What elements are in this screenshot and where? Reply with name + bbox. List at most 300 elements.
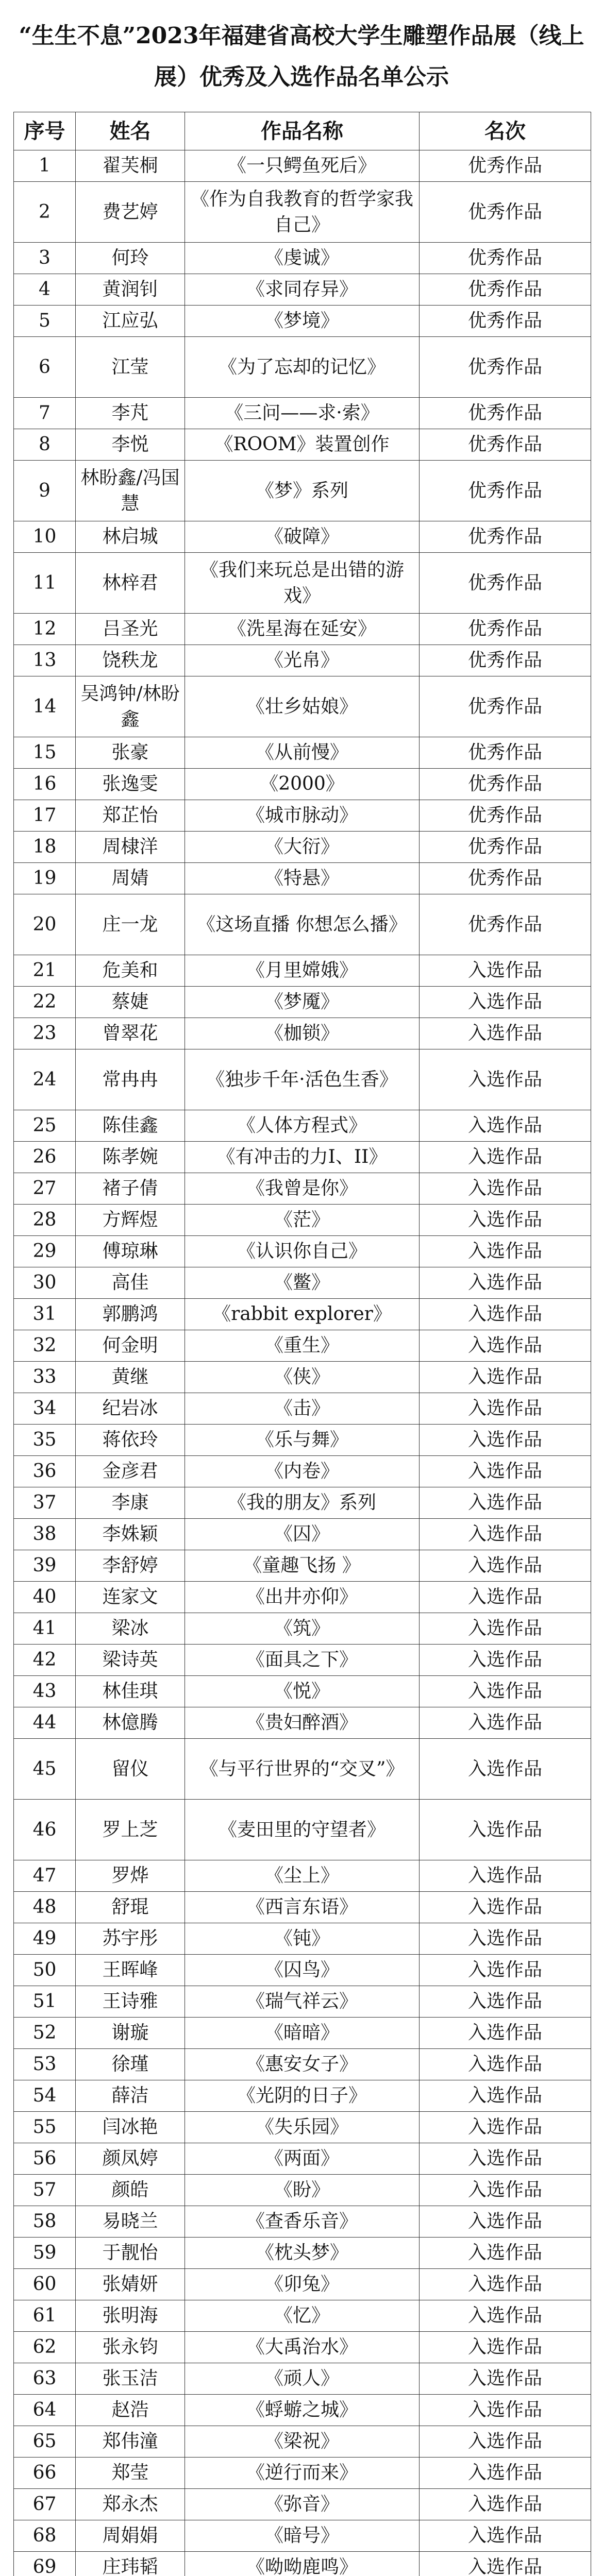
row-work-title: 《暗暗》 — [185, 2018, 420, 2049]
table-row — [14, 1707, 591, 1739]
row-index: 39 — [14, 1550, 76, 1582]
row-work-title: 《囚鸟》 — [185, 1955, 420, 1986]
row-rank: 入选作品 — [420, 1645, 591, 1676]
document-title: “生生不息”2023年福建省高校大学生雕塑作品展（线上展）优秀及入选作品名单公示 — [19, 23, 584, 90]
row-index: 24 — [14, 1049, 76, 1110]
row-name: 曾翠花 — [76, 1018, 185, 1049]
row-rank: 入选作品 — [420, 1860, 591, 1892]
table-row — [14, 1519, 591, 1550]
row-name: 黄润钊 — [76, 274, 185, 306]
row-name: 翟芙桐 — [76, 150, 185, 182]
row-name: 林启城 — [76, 521, 185, 553]
row-index: 65 — [14, 2426, 76, 2458]
row-index: 25 — [14, 1110, 76, 1142]
row-name: 舒琨 — [76, 1892, 185, 1923]
row-name: 费艺婷 — [76, 182, 185, 243]
row-work-title: 《盼》 — [185, 2175, 420, 2206]
row-rank: 入选作品 — [420, 1110, 591, 1142]
row-name: 闫冰艳 — [76, 2112, 185, 2143]
row-name: 傅琼琳 — [76, 1236, 185, 1267]
row-rank: 入选作品 — [420, 987, 591, 1018]
row-index: 38 — [14, 1519, 76, 1550]
row-name: 何金明 — [76, 1330, 185, 1362]
row-work-title: 《虔诚》 — [185, 243, 420, 274]
row-name: 蔡婕 — [76, 987, 185, 1018]
row-index: 11 — [14, 553, 76, 614]
table-row — [14, 1299, 591, 1330]
row-name: 李悦 — [76, 429, 185, 461]
row-rank: 入选作品 — [420, 1142, 591, 1173]
row-index: 63 — [14, 2363, 76, 2395]
row-work-title: 《梦魇》 — [185, 987, 420, 1018]
row-rank: 入选作品 — [420, 1299, 591, 1330]
table-row — [14, 2018, 591, 2049]
table-row — [14, 894, 591, 955]
row-work-title: 《洗星海在延安》 — [185, 614, 420, 645]
row-index: 62 — [14, 2332, 76, 2363]
row-work-title: 《卯兔》 — [185, 2269, 420, 2300]
row-index: 2 — [14, 182, 76, 243]
row-work-title: 《击》 — [185, 1393, 420, 1425]
row-rank: 入选作品 — [420, 2175, 591, 2206]
row-work-title: 《壮乡姑娘》 — [185, 676, 420, 737]
row-rank: 入选作品 — [420, 1018, 591, 1049]
row-name: 李康 — [76, 1487, 185, 1519]
row-work-title: 《失乐园》 — [185, 2112, 420, 2143]
row-rank: 优秀作品 — [420, 306, 591, 337]
row-rank: 优秀作品 — [420, 863, 591, 894]
row-work-title: 《大禹治水》 — [185, 2332, 420, 2363]
row-rank: 入选作品 — [420, 1676, 591, 1707]
table-row — [14, 553, 591, 614]
row-work-title: 《乐与舞》 — [185, 1425, 420, 1456]
row-work-title: 《囚》 — [185, 1519, 420, 1550]
row-index: 13 — [14, 645, 76, 676]
row-work-title: 《两面》 — [185, 2143, 420, 2175]
row-work-title: 《呦呦鹿鸣》 — [185, 2552, 420, 2576]
table-row — [14, 1645, 591, 1676]
table-row — [14, 1550, 591, 1582]
row-rank: 优秀作品 — [420, 337, 591, 398]
row-rank: 优秀作品 — [420, 800, 591, 832]
row-rank: 优秀作品 — [420, 521, 591, 553]
row-name: 王诗雅 — [76, 1986, 185, 2018]
row-index: 12 — [14, 614, 76, 645]
row-work-title: 《暗号》 — [185, 2520, 420, 2552]
row-name: 梁冰 — [76, 1613, 185, 1645]
table-row — [14, 2520, 591, 2552]
table-row — [14, 863, 591, 894]
row-index: 59 — [14, 2238, 76, 2269]
row-rank: 优秀作品 — [420, 614, 591, 645]
row-rank: 入选作品 — [420, 2018, 591, 2049]
row-rank: 优秀作品 — [420, 645, 591, 676]
row-work-title: 《顽人》 — [185, 2363, 420, 2395]
row-work-title: 《钝》 — [185, 1923, 420, 1955]
row-index: 45 — [14, 1739, 76, 1800]
row-work-title: 《面具之下》 — [185, 1645, 420, 1676]
row-index: 5 — [14, 306, 76, 337]
row-name: 褚子倩 — [76, 1173, 185, 1205]
row-index: 14 — [14, 676, 76, 737]
row-name: 常冉冉 — [76, 1049, 185, 1110]
row-name: 江莹 — [76, 337, 185, 398]
row-rank: 入选作品 — [420, 2458, 591, 2489]
row-work-title: 《2000》 — [185, 769, 420, 800]
row-rank: 优秀作品 — [420, 894, 591, 955]
row-work-title: 《瑞气祥云》 — [185, 1986, 420, 2018]
row-work-title: 《破障》 — [185, 521, 420, 553]
table-row — [14, 769, 591, 800]
row-work-title: 《光阴的日子》 — [185, 2080, 420, 2112]
table-row — [14, 1923, 591, 1955]
table-row — [14, 1049, 591, 1110]
row-rank: 优秀作品 — [420, 398, 591, 429]
row-work-title: 《独步千年·活色生香》 — [185, 1049, 420, 1110]
row-rank: 优秀作品 — [420, 676, 591, 737]
table-row — [14, 1739, 591, 1800]
row-work-title: 《这场直播 你想怎么播》 — [185, 894, 420, 955]
row-name: 赵浩 — [76, 2395, 185, 2426]
table-row — [14, 1800, 591, 1860]
row-index: 43 — [14, 1676, 76, 1707]
row-name: 易晓兰 — [76, 2206, 185, 2238]
row-index: 6 — [14, 337, 76, 398]
row-rank: 优秀作品 — [420, 150, 591, 182]
row-index: 4 — [14, 274, 76, 306]
row-index: 35 — [14, 1425, 76, 1456]
row-name: 周棣洋 — [76, 832, 185, 863]
row-work-title: 《忆》 — [185, 2300, 420, 2332]
row-name: 苏宇彤 — [76, 1923, 185, 1955]
row-index: 56 — [14, 2143, 76, 2175]
row-rank: 入选作品 — [420, 2395, 591, 2426]
row-name: 周娟娟 — [76, 2520, 185, 2552]
row-rank: 入选作品 — [420, 1267, 591, 1299]
row-index: 8 — [14, 429, 76, 461]
table-row — [14, 1487, 591, 1519]
row-index: 1 — [14, 150, 76, 182]
row-index: 29 — [14, 1236, 76, 1267]
row-index: 15 — [14, 737, 76, 769]
row-rank: 入选作品 — [420, 2363, 591, 2395]
table-row — [14, 2112, 591, 2143]
row-rank: 入选作品 — [420, 1800, 591, 1860]
row-name: 江应弘 — [76, 306, 185, 337]
row-index: 7 — [14, 398, 76, 429]
row-name: 罗上芝 — [76, 1800, 185, 1860]
row-work-title: 《从前慢》 — [185, 737, 420, 769]
row-work-title: 《一只鳄鱼死后》 — [185, 150, 420, 182]
table-row — [14, 2332, 591, 2363]
table-row — [14, 645, 591, 676]
row-work-title: 《出井亦仰》 — [185, 1582, 420, 1613]
table-row — [14, 1267, 591, 1299]
row-name: 陈佳鑫 — [76, 1110, 185, 1142]
row-rank: 入选作品 — [420, 1739, 591, 1800]
header-index: 序号 — [14, 112, 76, 150]
row-work-title: 《枷锁》 — [185, 1018, 420, 1049]
row-index: 60 — [14, 2269, 76, 2300]
table-row — [14, 306, 591, 337]
row-work-title: 《大衍》 — [185, 832, 420, 863]
row-index: 36 — [14, 1456, 76, 1487]
table-row — [14, 955, 591, 987]
row-name: 吕圣光 — [76, 614, 185, 645]
row-index: 49 — [14, 1923, 76, 1955]
row-work-title: 《月里嫦娥》 — [185, 955, 420, 987]
row-rank: 入选作品 — [420, 1955, 591, 1986]
table-row — [14, 1582, 591, 1613]
row-name: 林盼鑫/冯国慧 — [76, 461, 185, 521]
row-name: 颜皓 — [76, 2175, 185, 2206]
row-rank: 入选作品 — [420, 2049, 591, 2080]
row-work-title: 《贵妇醉酒》 — [185, 1707, 420, 1739]
row-index: 23 — [14, 1018, 76, 1049]
row-rank: 入选作品 — [420, 2143, 591, 2175]
table-row — [14, 1393, 591, 1425]
row-rank: 入选作品 — [420, 1487, 591, 1519]
row-rank: 入选作品 — [420, 1393, 591, 1425]
row-work-title: 《弥音》 — [185, 2489, 420, 2520]
table-row — [14, 429, 591, 461]
table-row — [14, 2363, 591, 2395]
row-name: 纪岩冰 — [76, 1393, 185, 1425]
row-rank: 优秀作品 — [420, 769, 591, 800]
row-name: 林佳琪 — [76, 1676, 185, 1707]
row-index: 50 — [14, 1955, 76, 1986]
table-row — [14, 1362, 591, 1393]
row-index: 53 — [14, 2049, 76, 2080]
row-name: 李姝颖 — [76, 1519, 185, 1550]
row-index: 18 — [14, 832, 76, 863]
table-row — [14, 2175, 591, 2206]
row-rank: 入选作品 — [420, 2206, 591, 2238]
row-index: 66 — [14, 2458, 76, 2489]
row-index: 37 — [14, 1487, 76, 1519]
row-work-title: 《光帛》 — [185, 645, 420, 676]
row-name: 徐瑾 — [76, 2049, 185, 2080]
row-rank: 优秀作品 — [420, 429, 591, 461]
row-work-title: 《逆行而来》 — [185, 2458, 420, 2489]
row-index: 69 — [14, 2552, 76, 2576]
row-work-title: 《童趣飞扬 》 — [185, 1550, 420, 1582]
row-index: 9 — [14, 461, 76, 521]
row-rank: 优秀作品 — [420, 182, 591, 243]
row-work-title: 《作为自我教育的哲学家我自己》 — [185, 182, 420, 243]
row-index: 34 — [14, 1393, 76, 1425]
table-row — [14, 1892, 591, 1923]
row-name: 李舒婷 — [76, 1550, 185, 1582]
row-name: 谢璇 — [76, 2018, 185, 2049]
row-work-title: 《重生》 — [185, 1330, 420, 1362]
row-work-title: 《查香乐音》 — [185, 2206, 420, 2238]
table-row — [14, 274, 591, 306]
row-work-title: 《侠》 — [185, 1362, 420, 1393]
row-rank: 入选作品 — [420, 1049, 591, 1110]
row-work-title: 《悦》 — [185, 1676, 420, 1707]
row-name: 郭鹏鸿 — [76, 1299, 185, 1330]
row-index: 42 — [14, 1645, 76, 1676]
table-row — [14, 150, 591, 182]
row-work-title: 《我曾是你》 — [185, 1173, 420, 1205]
row-name: 郑永杰 — [76, 2489, 185, 2520]
row-index: 67 — [14, 2489, 76, 2520]
row-name: 张豪 — [76, 737, 185, 769]
table-row — [14, 243, 591, 274]
table-row — [14, 1955, 591, 1986]
row-rank: 入选作品 — [420, 1582, 591, 1613]
table-row — [14, 2426, 591, 2458]
row-index: 68 — [14, 2520, 76, 2552]
row-name: 庄玮韬 — [76, 2552, 185, 2576]
table-row — [14, 2143, 591, 2175]
row-rank: 入选作品 — [420, 2426, 591, 2458]
row-rank: 入选作品 — [420, 1330, 591, 1362]
row-work-title: 《鳖》 — [185, 1267, 420, 1299]
row-index: 19 — [14, 863, 76, 894]
row-name: 陈孝婉 — [76, 1142, 185, 1173]
row-rank: 入选作品 — [420, 2332, 591, 2363]
row-rank: 入选作品 — [420, 1456, 591, 1487]
row-rank: 入选作品 — [420, 1173, 591, 1205]
row-work-title: 《茫》 — [185, 1205, 420, 1236]
row-name: 饶秩龙 — [76, 645, 185, 676]
row-work-title: 《枕头梦》 — [185, 2238, 420, 2269]
row-work-title: 《惠安女子》 — [185, 2049, 420, 2080]
table-row — [14, 737, 591, 769]
row-name: 薛洁 — [76, 2080, 185, 2112]
row-work-title: 《梁祝》 — [185, 2426, 420, 2458]
row-work-title: 《内卷》 — [185, 1456, 420, 1487]
table-row — [14, 832, 591, 863]
row-work-title: 《尘上》 — [185, 1860, 420, 1892]
row-index: 52 — [14, 2018, 76, 2049]
row-index: 58 — [14, 2206, 76, 2238]
row-name: 庄一龙 — [76, 894, 185, 955]
row-work-title: 《特悬》 — [185, 863, 420, 894]
row-name: 于靓怡 — [76, 2238, 185, 2269]
row-rank: 入选作品 — [420, 1613, 591, 1645]
table-row — [14, 461, 591, 521]
row-name: 周婧 — [76, 863, 185, 894]
table-row — [14, 1173, 591, 1205]
row-work-title: 《蜉蝣之城》 — [185, 2395, 420, 2426]
row-name: 罗烨 — [76, 1860, 185, 1892]
row-work-title: 《三问——求·索》 — [185, 398, 420, 429]
table-row — [14, 1205, 591, 1236]
row-name: 危美和 — [76, 955, 185, 987]
row-rank: 入选作品 — [420, 1519, 591, 1550]
row-name: 郑芷怡 — [76, 800, 185, 832]
table-row — [14, 1142, 591, 1173]
row-index: 55 — [14, 2112, 76, 2143]
table-row — [14, 2458, 591, 2489]
row-name: 张永钧 — [76, 2332, 185, 2363]
row-name: 梁诗英 — [76, 1645, 185, 1676]
row-name: 郑莹 — [76, 2458, 185, 2489]
row-work-title: 《梦境》 — [185, 306, 420, 337]
row-name: 王晖峰 — [76, 1955, 185, 1986]
row-name: 张明海 — [76, 2300, 185, 2332]
row-rank: 入选作品 — [420, 1362, 591, 1393]
row-work-title: 《有冲击的力I、II》 — [185, 1142, 420, 1173]
row-work-title: 《rabbit explorer》 — [185, 1299, 420, 1330]
row-rank: 入选作品 — [420, 1205, 591, 1236]
table-row — [14, 1425, 591, 1456]
row-work-title: 《与平行世界的“交叉”》 — [185, 1739, 420, 1800]
row-name: 金彦君 — [76, 1456, 185, 1487]
row-rank: 入选作品 — [420, 1550, 591, 1582]
row-index: 61 — [14, 2300, 76, 2332]
table-row — [14, 1330, 591, 1362]
row-name: 方辉煜 — [76, 1205, 185, 1236]
row-index: 48 — [14, 1892, 76, 1923]
row-index: 10 — [14, 521, 76, 553]
table-row — [14, 2395, 591, 2426]
row-rank: 优秀作品 — [420, 274, 591, 306]
row-rank: 入选作品 — [420, 2112, 591, 2143]
row-rank: 入选作品 — [420, 1236, 591, 1267]
row-index: 17 — [14, 800, 76, 832]
row-work-title: 《为了忘却的记忆》 — [185, 337, 420, 398]
row-name: 林億腾 — [76, 1707, 185, 1739]
row-name: 郑伟潼 — [76, 2426, 185, 2458]
row-rank: 优秀作品 — [420, 553, 591, 614]
table-row — [14, 2489, 591, 2520]
table-row — [14, 614, 591, 645]
row-name: 高佳 — [76, 1267, 185, 1299]
row-index: 54 — [14, 2080, 76, 2112]
row-rank: 入选作品 — [420, 2552, 591, 2576]
row-name: 何玲 — [76, 243, 185, 274]
table-row — [14, 2552, 591, 2576]
header-work-title: 作品名称 — [185, 112, 420, 150]
row-index: 33 — [14, 1362, 76, 1393]
row-index: 51 — [14, 1986, 76, 2018]
row-rank: 入选作品 — [420, 955, 591, 987]
table-row — [14, 2238, 591, 2269]
row-rank: 入选作品 — [420, 2489, 591, 2520]
row-name: 留仪 — [76, 1739, 185, 1800]
table-row — [14, 398, 591, 429]
row-work-title: 《麦田里的守望者》 — [185, 1800, 420, 1860]
row-index: 27 — [14, 1173, 76, 1205]
row-name: 张逸雯 — [76, 769, 185, 800]
table-row — [14, 2269, 591, 2300]
row-index: 20 — [14, 894, 76, 955]
row-index: 21 — [14, 955, 76, 987]
row-rank: 入选作品 — [420, 2520, 591, 2552]
row-name: 林梓君 — [76, 553, 185, 614]
row-rank: 入选作品 — [420, 1707, 591, 1739]
table-row — [14, 1986, 591, 2018]
row-name: 吴鸿钟/林盼鑫 — [76, 676, 185, 737]
row-index: 30 — [14, 1267, 76, 1299]
row-rank: 入选作品 — [420, 2238, 591, 2269]
row-index: 26 — [14, 1142, 76, 1173]
row-index: 40 — [14, 1582, 76, 1613]
row-name: 张玉洁 — [76, 2363, 185, 2395]
row-index: 44 — [14, 1707, 76, 1739]
table-row — [14, 2300, 591, 2332]
row-rank: 入选作品 — [420, 2300, 591, 2332]
row-work-title: 《筑》 — [185, 1613, 420, 1645]
row-index: 46 — [14, 1800, 76, 1860]
row-rank: 入选作品 — [420, 2080, 591, 2112]
table-row — [14, 1676, 591, 1707]
row-name: 黄继 — [76, 1362, 185, 1393]
